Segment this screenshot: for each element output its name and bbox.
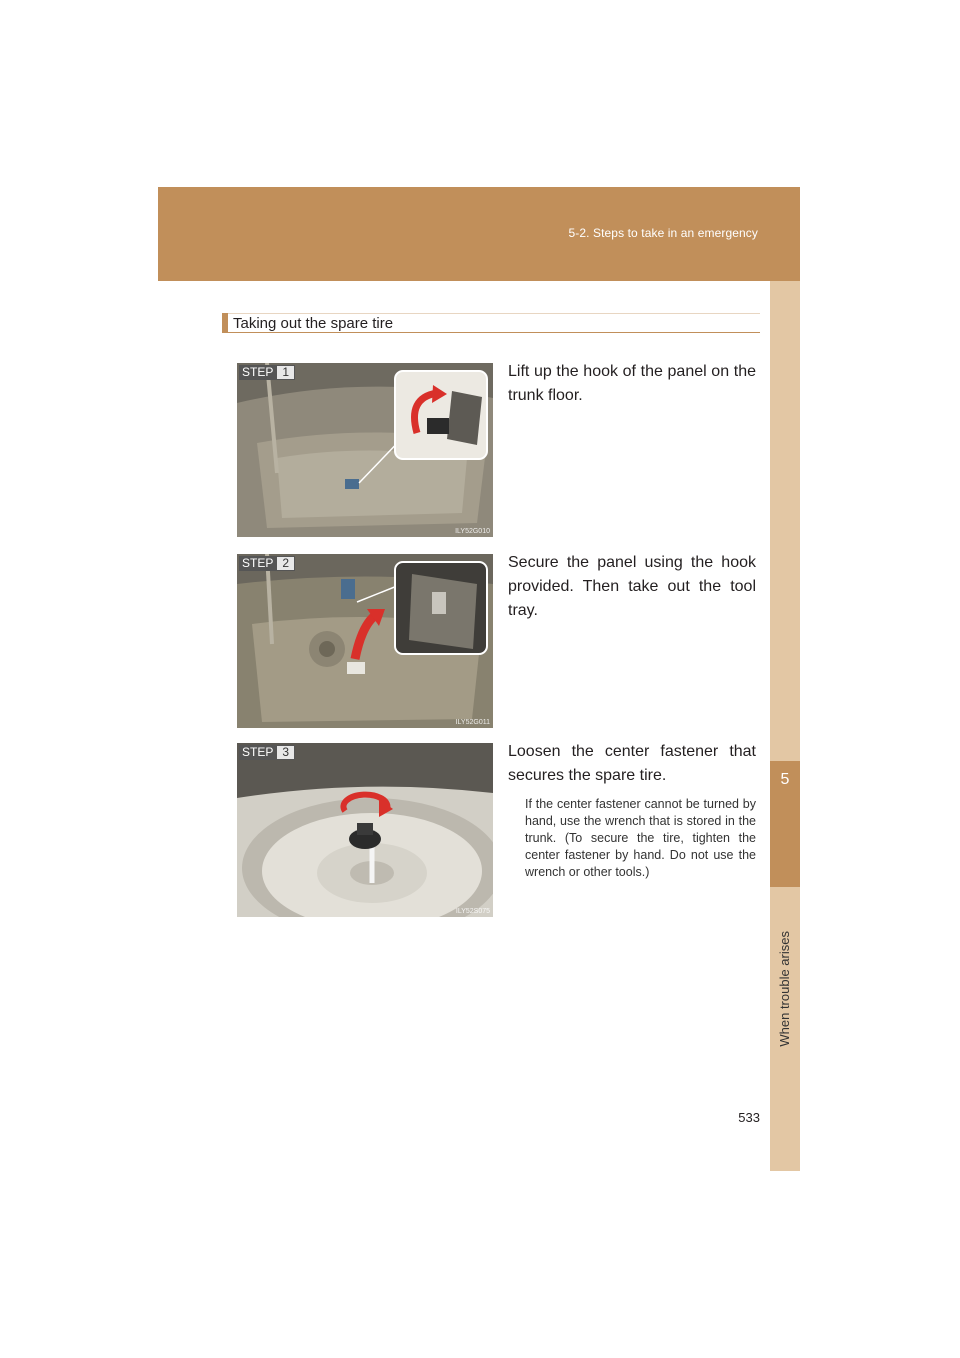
step-word: STEP bbox=[239, 745, 276, 760]
heading-text: Taking out the spare tire bbox=[233, 315, 394, 332]
step-2-badge bbox=[239, 556, 295, 571]
trunk-floor-illustration bbox=[237, 363, 493, 537]
step-2-text: Secure the panel using the hook provided. Then take out the tool tray. bbox=[508, 554, 756, 619]
heading-marker bbox=[222, 313, 228, 333]
figure-code: ILY52G010 bbox=[455, 528, 490, 535]
subsection-heading bbox=[222, 313, 760, 333]
section-title: 5-2. Steps to take in an emergency bbox=[568, 226, 758, 240]
chapter-tab[interactable] bbox=[770, 761, 800, 1047]
chapter-number: 5 bbox=[780, 771, 790, 788]
step-3-badge bbox=[239, 745, 295, 760]
panel-hook bbox=[341, 579, 355, 599]
step-3-figure bbox=[237, 743, 493, 917]
spare-tire-illustration bbox=[237, 743, 493, 917]
header-band bbox=[158, 187, 800, 281]
figure-code: ILY52S075 bbox=[455, 908, 490, 915]
page-number: 533 bbox=[738, 1110, 760, 1125]
step-word: STEP bbox=[239, 556, 276, 571]
step-1-text: Lift up the hook of the panel on the trunk floor. bbox=[508, 363, 756, 404]
step-1-badge bbox=[239, 365, 295, 380]
step-1-figure bbox=[237, 363, 493, 537]
step-number: 1 bbox=[276, 365, 295, 380]
step-3-text: Loosen the center fastener that secures the spare tire. bbox=[508, 743, 756, 784]
step-number: 2 bbox=[276, 556, 295, 571]
step-word: STEP bbox=[239, 365, 276, 380]
figure-code: ILY52G011 bbox=[455, 719, 490, 726]
floor-hook bbox=[345, 479, 359, 489]
step-3-note: If the center fastener cannot be turned by hand, use the wrench that is stored in the trunk. (To secure the tire, tighten the center fastener by hand. Do not use the wrench or other tools.) bbox=[525, 797, 756, 879]
tool-tray-illustration bbox=[237, 554, 493, 728]
step-number: 3 bbox=[276, 745, 295, 760]
chapter-label: When trouble arises bbox=[777, 931, 792, 1047]
chapter-side-strip bbox=[770, 281, 800, 1171]
step-2-figure bbox=[237, 554, 493, 728]
